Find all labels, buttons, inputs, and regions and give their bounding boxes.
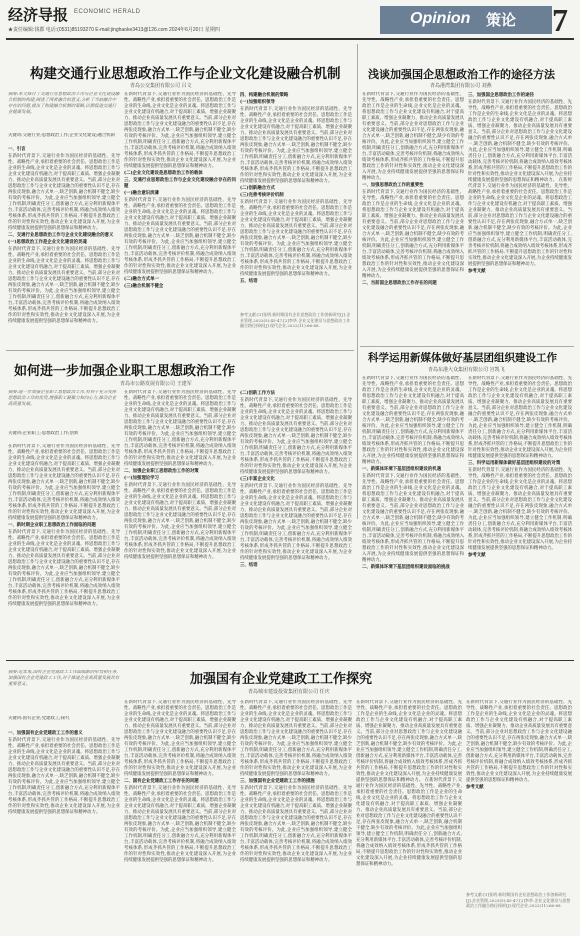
article-1-subhead: (一)加强组织领导: [240, 100, 275, 105]
article-5-byline: 青岛城市建设投资集团有限公司 任庆: [248, 689, 330, 695]
article-4-subhead: 二、新媒体环境下基层团组织建设面临的挑战: [362, 565, 450, 570]
article-2-body: 在新时代背景下,交通行业作为国民经济的基础性、先导性、战略性产业,承担着重要的社会责任。思想政治工作是企业的生命线,企业文化是企业的灵魂。将思想政治工作与企业文化建设有机融合,对于提高职工素质、增强企业凝聚力、推动企业高质量发展具有重要意义。当前,部分企业对思想政治工作与企业文化建设融合的重要性认识不足,存在两张皮现象,融合方式单一,缺乏创新,融合机制不健全,缺少有效的考核评价。为此,企业应当加强组织领导,建立健全工作机制,明确责任分工,创新融合方式,充分利用新媒体平台,丰富活动载体,完善考核评价机制,将融合成效纳入绩效考核体系,形成齐抓共管的工作格局,不断提升思想政治工作的针对性和实效性,推动企业文化建设深入开展,为企业持续健康发展提供坚强的思想保证和精神动力。: [8, 444, 120, 521]
article-4-body: 在新时代背景下,交通行业作为国民经济的基础性、先导性、战略性产业,承担着重要的社会责任。思想政治工作是企业的生命线,企业文化是企业的灵魂。将思想政治工作与企业文化建设有机融合,对于提高职工素质、增强企业凝聚力、推动企业高质量发展具有重要意义。当前,部分企业对思想政治工作与企业文化建设融合的重要性认识不足,存在两张皮现象,融合方式单一,缺乏创新,融合机制不健全,缺少有效的考核评价。为此,企业应当加强组织领导,建立健全工作机制,明确责任分工,创新融合方式,充分利用新媒体平台,丰富活动载体,完善考核评价机制,将融合成效纳入绩效考核体系,形成齐抓共管的工作格局,不断提升思想政治工作的针对性和实效性,推动企业文化建设深入开展,为企业持续健康发展提供坚强的思想保证和精神动力。: [468, 376, 572, 459]
article-1-subhead: (一)融合意识淡薄: [124, 191, 159, 196]
article-2-subhead: 二、加强企业职工思想政治工作的对策: [124, 469, 199, 474]
article-3-body: 在新时代背景下,交通行业作为国民经济的基础性、先导性、战略性产业,承担着重要的社会责任。思想政治工作是企业的生命线,企业文化是企业的灵魂。将思想政治工作与企业文化建设有机融合,对于提高职工素质、增强企业凝聚力、推动企业高质量发展具有重要意义。当前,部分企业对思想政治工作与企业文化建设融合的重要性认识不足,存在两张皮现象,融合方式单一,缺乏创新,融合机制不健全,缺少有效的考核评价。为此,企业应当加强组织领导,建立健全工作机制,明确责任分工,创新融合方式,充分利用新媒体平台,丰富活动载体,完善考核评价机制,将融合成效纳入绩效考核体系,形成齐抓共管的工作格局,不断提升思想政治工作的针对性和实效性,推动企业文化建设深入开展,为企业持续健康发展提供坚强的思想保证和精神动力。: [468, 100, 572, 183]
article-divider: [6, 350, 354, 351]
article-1-subhead: (三)完善考核评价机制: [240, 193, 284, 198]
article-5-subhead: 一、加强国有企业党建政工工作的意义: [8, 731, 83, 736]
article-3-subhead: 二、当前国企思想政治工作存在的问题: [362, 281, 437, 286]
article-1-references: 参考文献:[1]张明.新时期国有企业思想政治工作创新研究[J].企业管理,2023(5):45-47.[2]李华.企业文化建设与思想政治工作融合路径探析[J].现代企业,2022(11):66-68.: [240, 312, 351, 328]
article-4-title: 科学运用新媒体做好基层团组织建设工作: [368, 352, 557, 364]
article-divider: [360, 346, 574, 347]
article-2-body: 在新时代背景下,交通行业作为国民经济的基础性、先导性、战略性产业,承担着重要的社会责任。思想政治工作是企业的生命线,企业文化是企业的灵魂。将思想政治工作与企业文化建设有机融合,对于提高职工素质、增强企业凝聚力、推动企业高质量发展具有重要意义。当前,部分企业对思想政治工作与企业文化建设融合的重要性认识不足,存在两张皮现象,融合方式单一,缺乏创新,融合机制不健全,缺少有效的考核评价。为此,企业应当加强组织领导,建立健全工作机制,明确责任分工,创新融合方式,充分利用新媒体平台,丰富活动载体,完善考核评价机制,将融合成效纳入绩效考核体系,形成齐抓共管的工作格局,不断提升思想政治工作的针对性和实效性,推动企业文化建设深入开展,为企业持续健康发展提供坚强的思想保证和精神动力。: [8, 530, 120, 607]
article-1-subhead: 三、交通行业思想政治工作与企业文化建设融合存在的问题: [124, 178, 236, 189]
article-2-column-3: [240, 390, 352, 656]
article-5-column-4: [356, 700, 462, 930]
article-1-body: 在新时代背景下,交通行业作为国民经济的基础性、先导性、战略性产业,承担着重要的社会责任。思想政治工作是企业的生命线,企业文化是企业的灵魂。将思想政治工作与企业文化建设有机融合,对于提高职工素质、增强企业凝聚力、推动企业高质量发展具有重要意义。当前,部分企业对思想政治工作与企业文化建设融合的重要性认识不足,存在两张皮现象,融合方式单一,缺乏创新,融合机制不健全,缺少有效的考核评价。为此,企业应当加强组织领导,建立健全工作机制,明确责任分工,创新融合方式,充分利用新媒体平台,丰富活动载体,完善考核评价机制,将融合成效纳入绩效考核体系,形成齐抓共管的工作格局,不断提升思想政治工作的针对性和实效性,推动企业文化建设深入开展,为企业持续健康发展提供坚强的思想保证和精神动力。: [240, 200, 352, 277]
article-2-keywords: 关键词:企业职工;思想政治工作;创新: [8, 431, 79, 436]
article-1-subhead: (二)企业文化建设是思想政治工作的载体: [124, 171, 203, 176]
article-1-subhead: (二)融合方式单一: [124, 277, 159, 282]
article-5-body: 在新时代背景下,交通行业作为国民经济的基础性、先导性、战略性产业,承担着重要的社会责任。思想政治工作是企业的生命线,企业文化是企业的灵魂。将思想政治工作与企业文化建设有机融合,对于提高职工素质、增强企业凝聚力、推动企业高质量发展具有重要意义。当前,部分企业对思想政治工作与企业文化建设融合的重要性认识不足,存在两张皮现象,融合方式单一,缺乏创新,融合机制不健全,缺少有效的考核评价。为此,企业应当加强组织领导,建立健全工作机制,明确责任分工,创新融合方式,充分利用新媒体平台,丰富活动载体,完善考核评价机制,将融合成效纳入绩效考核体系,形成齐抓共管的工作格局,不断提升思想政治工作的针对性和实效性,推动企业文化建设深入开展,为企业持续健康发展提供坚强的思想保证和精神动力。: [8, 738, 120, 815]
article-4-subhead: 参考文献: [468, 553, 486, 558]
article-4-subhead: 三、科学运用新媒体做好基层团组织建设的对策: [468, 461, 561, 466]
article-4-body: 在新时代背景下,交通行业作为国民经济的基础性、先导性、战略性产业,承担着重要的社会责任。思想政治工作是企业的生命线,企业文化是企业的灵魂。将思想政治工作与企业文化建设有机融合,对于提高职工素质、增强企业凝聚力、推动企业高质量发展具有重要意义。当前,部分企业对思想政治工作与企业文化建设融合的重要性认识不足,存在两张皮现象,融合方式单一,缺乏创新,融合机制不健全,缺少有效的考核评价。为此,企业应当加强组织领导,建立健全工作机制,明确责任分工,创新融合方式,充分利用新媒体平台,丰富活动载体,完善考核评价机制,将融合成效纳入绩效考核体系,形成齐抓共管的工作格局,不断提升思想政治工作的针对性和实效性,推动企业文化建设深入开展,为企业持续健康发展提供坚强的思想保证和精神动力。: [362, 376, 464, 465]
article-1-body: 在新时代背景下,交通行业作为国民经济的基础性、先导性、战略性产业,承担着重要的社会责任。思想政治工作是企业的生命线,企业文化是企业的灵魂。将思想政治工作与企业文化建设有机融合,对于提高职工素质、增强企业凝聚力、推动企业高质量发展具有重要意义。当前,部分企业对思想政治工作与企业文化建设融合的重要性认识不足,存在两张皮现象,融合方式单一,缺乏创新,融合机制不健全,缺少有效的考核评价。为此,企业应当加强组织领导,建立健全工作机制,明确责任分工,创新融合方式,充分利用新媒体平台,丰富活动载体,完善考核评价机制,将融合成效纳入绩效考核体系,形成齐抓共管的工作格局,不断提升思想政治工作的针对性和实效性,推动企业文化建设深入开展,为企业持续健康发展提供坚强的思想保证和精神动力。: [8, 154, 120, 231]
article-5-title: 加强国有企业党建政工工作探究: [190, 672, 373, 687]
article-3-body: 在新时代背景下,交通行业作为国民经济的基础性、先导性、战略性产业,承担着重要的社会责任。思想政治工作是企业的生命线,企业文化是企业的灵魂。将思想政治工作与企业文化建设有机融合,对于提高职工素质、增强企业凝聚力、推动企业高质量发展具有重要意义。当前,部分企业对思想政治工作与企业文化建设融合的重要性认识不足,存在两张皮现象,融合方式单一,缺乏创新,融合机制不健全,缺少有效的考核评价。为此,企业应当加强组织领导,建立健全工作机制,明确责任分工,创新融合方式,充分利用新媒体平台,丰富活动载体,完善考核评价机制,将融合成效纳入绩效考核体系,形成齐抓共管的工作格局,不断提升思想政治工作的针对性和实效性,推动企业文化建设深入开展,为企业持续健康发展提供坚强的思想保证和精神动力。: [362, 92, 464, 181]
article-1-abstract: 摘要:本文探讨了交通行业思想政治工作与企业文化建设融合机制的构建,阐述了两者融合的意义,分析了当前融合中存在的问题,提出了构建融合机制的策略,以期促进交通行业健康发展。: [8, 92, 120, 115]
article-1-subhead: 四、构建融合机制的策略: [240, 93, 289, 98]
article-4-subhead: 一、新媒体环境下基层团组织建设的机遇: [362, 467, 442, 472]
article-4-body: 在新时代背景下,交通行业作为国民经济的基础性、先导性、战略性产业,承担着重要的社会责任。思想政治工作是企业的生命线,企业文化是企业的灵魂。将思想政治工作与企业文化建设有机融合,对于提高职工素质、增强企业凝聚力、推动企业高质量发展具有重要意义。当前,部分企业对思想政治工作与企业文化建设融合的重要性认识不足,存在两张皮现象,融合方式单一,缺乏创新,融合机制不健全,缺少有效的考核评价。为此,企业应当加强组织领导,建立健全工作机制,明确责任分工,创新融合方式,充分利用新媒体平台,丰富活动载体,完善考核评价机制,将融合成效纳入绩效考核体系,形成齐抓共管的工作格局,不断提升思想政治工作的针对性和实效性,推动企业文化建设深入开展,为企业持续健康发展提供坚强的思想保证和精神动力。: [362, 474, 464, 563]
page-header: [0, 0, 580, 40]
article-1-column-2: [124, 92, 236, 346]
article-5-body: 在新时代背景下,交通行业作为国民经济的基础性、先导性、战略性产业,承担着重要的社会责任。思想政治工作是企业的生命线,企业文化是企业的灵魂。将思想政治工作与企业文化建设有机融合,对于提高职工素质、增强企业凝聚力、推动企业高质量发展具有重要意义。当前,部分企业对思想政治工作与企业文化建设融合的重要性认识不足,存在两张皮现象,融合方式单一,缺乏创新,融合机制不健全,缺少有效的考核评价。为此,企业应当加强组织领导,建立健全工作机制,明确责任分工,创新融合方式,充分利用新媒体平台,丰富活动载体,完善考核评价机制,将融合成效纳入绩效考核体系,形成齐抓共管的工作格局,不断提升思想政治工作的针对性和实效性,推动企业文化建设深入开展,为企业持续健康发展提供坚强的思想保证和精神动力。: [466, 700, 572, 783]
article-5-subhead: 三、加强国有企业党建政工工作的措施: [240, 779, 315, 784]
article-5-body: 在新时代背景下,交通行业作为国民经济的基础性、先导性、战略性产业,承担着重要的社会责任。思想政治工作是企业的生命线,企业文化是企业的灵魂。将思想政治工作与企业文化建设有机融合,对于提高职工素质、增强企业凝聚力、推动企业高质量发展具有重要意义。当前,部分企业对思想政治工作与企业文化建设融合的重要性认识不足,存在两张皮现象,融合方式单一,缺乏创新,融合机制不健全,缺少有效的考核评价。为此,企业应当加强组织领导,建立健全工作机制,明确责任分工,创新融合方式,充分利用新媒体平台,丰富活动载体,完善考核评价机制,将融合成效纳入绩效考核体系,形成齐抓共管的工作格局,不断提升思想政治工作的针对性和实效性,推动企业文化建设深入开展,为企业持续健康发展提供坚强的思想保证和精神动力。: [356, 700, 462, 783]
article-5-column-5: [466, 700, 572, 890]
article-4-column-1: [362, 376, 464, 656]
article-4-column-2: [468, 376, 572, 656]
article-1-body: 在新时代背景下,交通行业作为国民经济的基础性、先导性、战略性产业,承担着重要的社会责任。思想政治工作是企业的生命线,企业文化是企业的灵魂。将思想政治工作与企业文化建设有机融合,对于提高职工素质、增强企业凝聚力、推动企业高质量发展具有重要意义。当前,部分企业对思想政治工作与企业文化建设融合的重要性认识不足,存在两张皮现象,融合方式单一,缺乏创新,融合机制不健全,缺少有效的考核评价。为此,企业应当加强组织领导,建立健全工作机制,明确责任分工,创新融合方式,充分利用新媒体平台,丰富活动载体,完善考核评价机制,将融合成效纳入绩效考核体系,形成齐抓共管的工作格局,不断提升思想政治工作的针对性和实效性,推动企业文化建设深入开展,为企业持续健康发展提供坚强的思想保证和精神动力。: [8, 247, 120, 324]
article-2-title: 如何进一步加强企业职工思想政治工作: [14, 364, 236, 379]
article-1-title: 构建交通行业思想政治工作与企业文化建设融合机制: [30, 66, 340, 82]
article-1-subhead: 一、引言: [8, 147, 26, 152]
article-5-body: 在新时代背景下,交通行业作为国民经济的基础性、先导性、战略性产业,承担着重要的社会责任。思想政治工作是企业的生命线,企业文化是企业的灵魂。将思想政治工作与企业文化建设有机融合,对于提高职工素质、增强企业凝聚力、推动企业高质量发展具有重要意义。当前,部分企业对思想政治工作与企业文化建设融合的重要性认识不足,存在两张皮现象,融合方式单一,缺乏创新,融合机制不健全,缺少有效的考核评价。为此,企业应当加强组织领导,建立健全工作机制,明确责任分工,创新融合方式,充分利用新媒体平台,丰富活动载体,完善考核评价机制,将融合成效纳入绩效考核体系,形成齐抓共管的工作格局,不断提升思想政治工作的针对性和实效性,推动企业文化建设深入开展,为企业持续健康发展提供坚强的思想保证和精神动力。: [240, 700, 352, 777]
section-name-chinese: 策论: [486, 11, 517, 29]
article-5-body: 在新时代背景下,交通行业作为国民经济的基础性、先导性、战略性产业,承担着重要的社会责任。思想政治工作是企业的生命线,企业文化是企业的灵魂。将思想政治工作与企业文化建设有机融合,对于提高职工素质、增强企业凝聚力、推动企业高质量发展具有重要意义。当前,部分企业对思想政治工作与企业文化建设融合的重要性认识不足,存在两张皮现象,融合方式单一,缺乏创新,融合机制不健全,缺少有效的考核评价。为此,企业应当加强组织领导,建立健全工作机制,明确责任分工,创新融合方式,充分利用新媒体平台,丰富活动载体,完善考核评价机制,将融合成效纳入绩效考核体系,形成齐抓共管的工作格局,不断提升思想政治工作的针对性和实效性,推动企业文化建设深入开展,为企业持续健康发展提供坚强的思想保证和精神动力。: [124, 786, 236, 863]
article-2-abstract: 摘要:进一步加强企业职工思想政治工作,有利于充分发挥思想政治工作的优势,增强职工凝聚力和向心力,推动企业高质量发展。: [8, 390, 117, 407]
article-3-subhead: 参考文献: [468, 269, 486, 274]
article-2-body: 在新时代背景下,交通行业作为国民经济的基础性、先导性、战略性产业,承担着重要的社会责任。思想政治工作是企业的生命线,企业文化是企业的灵魂。将思想政治工作与企业文化建设有机融合,对于提高职工素质、增强企业凝聚力、推动企业高质量发展具有重要意义。当前,部分企业对思想政治工作与企业文化建设融合的重要性认识不足,存在两张皮现象,融合方式单一,缺乏创新,融合机制不健全,缺少有效的考核评价。为此,企业应当加强组织领导,建立健全工作机制,明确责任分工,创新融合方式,充分利用新媒体平台,丰富活动载体,完善考核评价机制,将融合成效纳入绩效考核体系,形成齐抓共管的工作格局,不断提升思想政治工作的针对性和实效性,推动企业文化建设深入开展,为企业持续健康发展提供坚强的思想保证和精神动力。: [124, 483, 236, 560]
article-1-column-1: [8, 146, 120, 346]
article-3-byline: 青岛港湾集团有限公司 刘燕: [430, 83, 492, 89]
article-1-body: 在新时代背景下,交通行业作为国民经济的基础性、先导性、战略性产业,承担着重要的社会责任。思想政治工作是企业的生命线,企业文化是企业的灵魂。将思想政治工作与企业文化建设有机融合,对于提高职工素质、增强企业凝聚力、推动企业高质量发展具有重要意义。当前,部分企业对思想政治工作与企业文化建设融合的重要性认识不足,存在两张皮现象,融合方式单一,缺乏创新,融合机制不健全,缺少有效的考核评价。为此,企业应当加强组织领导,建立健全工作机制,明确责任分工,创新融合方式,充分利用新媒体平台,丰富活动载体,完善考核评价机制,将融合成效纳入绩效考核体系,形成齐抓共管的工作格局,不断提升思想政治工作的针对性和实效性,推动企业文化建设深入开展,为企业持续健康发展提供坚强的思想保证和精神动力。: [240, 107, 352, 184]
article-1-keywords: 关键词:交通行业;思想政治工作;企业文化建设;融合机制: [8, 133, 115, 138]
article-4-body: 在新时代背景下,交通行业作为国民经济的基础性、先导性、战略性产业,承担着重要的社会责任。思想政治工作是企业的生命线,企业文化是企业的灵魂。将思想政治工作与企业文化建设有机融合,对于提高职工素质、增强企业凝聚力、推动企业高质量发展具有重要意义。当前,部分企业对思想政治工作与企业文化建设融合的重要性认识不足,存在两张皮现象,融合方式单一,缺乏创新,融合机制不健全,缺少有效的考核评价。为此,企业应当加强组织领导,建立健全工作机制,明确责任分工,创新融合方式,充分利用新媒体平台,丰富活动载体,完善考核评价机制,将融合成效纳入绩效考核体系,形成齐抓共管的工作格局,不断提升思想政治工作的针对性和实效性,推动企业文化建设深入开展,为企业持续健康发展提供坚强的思想保证和精神动力。: [468, 468, 572, 551]
article-2-column-2: [124, 390, 236, 656]
page-number: 7: [552, 2, 568, 38]
article-2-subhead: (三)丰富企业文化: [240, 477, 275, 482]
section-name-english: Opinion: [410, 10, 471, 27]
article-1-body: 在新时代背景下,交通行业作为国民经济的基础性、先导性、战略性产业,承担着重要的社会责任。思想政治工作是企业的生命线,企业文化是企业的灵魂。将思想政治工作与企业文化建设有机融合,对于提高职工素质、增强企业凝聚力、推动企业高质量发展具有重要意义。当前,部分企业对思想政治工作与企业文化建设融合的重要性认识不足,存在两张皮现象,融合方式单一,缺乏创新,融合机制不健全,缺少有效的考核评价。为此,企业应当加强组织领导,建立健全工作机制,明确责任分工,创新融合方式,充分利用新媒体平台,丰富活动载体,完善考核评价机制,将融合成效纳入绩效考核体系,形成齐抓共管的工作格局,不断提升思想政治工作的针对性和实效性,推动企业文化建设深入开展,为企业持续健康发展提供坚强的思想保证和精神动力。: [124, 92, 236, 169]
article-5-body: 在新时代背景下,交通行业作为国民经济的基础性、先导性、战略性产业,承担着重要的社会责任。思想政治工作是企业的生命线,企业文化是企业的灵魂。将思想政治工作与企业文化建设有机融合,对于提高职工素质、增强企业凝聚力、推动企业高质量发展具有重要意义。当前,部分企业对思想政治工作与企业文化建设融合的重要性认识不足,存在两张皮现象,融合方式单一,缺乏创新,融合机制不健全,缺少有效的考核评价。为此,企业应当加强组织领导,建立健全工作机制,明确责任分工,创新融合方式,充分利用新媒体平台,丰富活动载体,完善考核评价机制,将融合成效纳入绩效考核体系,形成齐抓共管的工作格局,不断提升思想政治工作的针对性和实效性,推动企业文化建设深入开展,为企业持续健康发展提供坚强的思想保证和精神动力。: [124, 700, 236, 777]
article-2-body: 在新时代背景下,交通行业作为国民经济的基础性、先导性、战略性产业,承担着重要的社会责任。思想政治工作是企业的生命线,企业文化是企业的灵魂。将思想政治工作与企业文化建设有机融合,对于提高职工素质、增强企业凝聚力、推动企业高质量发展具有重要意义。当前,部分企业对思想政治工作与企业文化建设融合的重要性认识不足,存在两张皮现象,融合方式单一,缺乏创新,融合机制不健全,缺少有效的考核评价。为此,企业应当加强组织领导,建立健全工作机制,明确责任分工,创新融合方式,充分利用新媒体平台,丰富活动载体,完善考核评价机制,将融合成效纳入绩效考核体系,形成齐抓共管的工作格局,不断提升思想政治工作的针对性和实效性,推动企业文化建设深入开展,为企业持续健康发展提供坚强的思想保证和精神动力。: [240, 398, 352, 475]
article-2-byline: 青岛市公路发展有限公司 王建军: [120, 381, 192, 387]
article-2-subhead: (二)创新工作方法: [240, 391, 275, 396]
article-3-column-2: [468, 92, 572, 342]
article-2-subhead: 三、结语: [240, 563, 258, 568]
article-1-body: 在新时代背景下,交通行业作为国民经济的基础性、先导性、战略性产业,承担着重要的社会责任。思想政治工作是企业的生命线,企业文化是企业的灵魂。将思想政治工作与企业文化建设有机融合,对于提高职工素质、增强企业凝聚力、推动企业高质量发展具有重要意义。当前,部分企业对思想政治工作与企业文化建设融合的重要性认识不足,存在两张皮现象,融合方式单一,缺乏创新,融合机制不健全,缺少有效的考核评价。为此,企业应当加强组织领导,建立健全工作机制,明确责任分工,创新融合方式,充分利用新媒体平台,丰富活动载体,完善考核评价机制,将融合成效纳入绩效考核体系,形成齐抓共管的工作格局,不断提升思想政治工作的针对性和实效性,推动企业文化建设深入开展,为企业持续健康发展提供坚强的思想保证和精神动力。: [124, 198, 236, 275]
article-3-column-1: [362, 92, 464, 342]
article-2-body: 在新时代背景下,交通行业作为国民经济的基础性、先导性、战略性产业,承担着重要的社会责任。思想政治工作是企业的生命线,企业文化是企业的灵魂。将思想政治工作与企业文化建设有机融合,对于提高职工素质、增强企业凝聚力、推动企业高质量发展具有重要意义。当前,部分企业对思想政治工作与企业文化建设融合的重要性认识不足,存在两张皮现象,融合方式单一,缺乏创新,融合机制不健全,缺少有效的考核评价。为此,企业应当加强组织领导,建立健全工作机制,明确责任分工,创新融合方式,充分利用新媒体平台,丰富活动载体,完善考核评价机制,将融合成效纳入绩效考核体系,形成齐抓共管的工作格局,不断提升思想政治工作的针对性和实效性,推动企业文化建设深入开展,为企业持续健康发展提供坚强的思想保证和精神动力。: [240, 484, 352, 561]
article-1-subhead: (三)融合机制不健全: [124, 284, 164, 289]
article-5-column-2: [124, 700, 236, 930]
article-5-keywords: 关键词:国有企业;党建政工;探究: [8, 716, 70, 721]
article-2-column-1: [8, 444, 120, 656]
column-divider: [357, 44, 358, 519]
article-2-subhead: (一)加强理论学习: [124, 476, 159, 481]
article-3-title: 浅谈加强国企思想政治工作的途径方法: [368, 68, 555, 81]
article-3-body: 在新时代背景下,交通行业作为国民经济的基础性、先导性、战略性产业,承担着重要的社会责任。思想政治工作是企业的生命线,企业文化是企业的灵魂。将思想政治工作与企业文化建设有机融合,对于提高职工素质、增强企业凝聚力、推动企业高质量发展具有重要意义。当前,部分企业对思想政治工作与企业文化建设融合的重要性认识不足,存在两张皮现象,融合方式单一,缺乏创新,融合机制不健全,缺少有效的考核评价。为此,企业应当加强组织领导,建立健全工作机制,明确责任分工,创新融合方式,充分利用新媒体平台,丰富活动载体,完善考核评价机制,将融合成效纳入绩效考核体系,形成齐抓共管的工作格局,不断提升思想政治工作的针对性和实效性,推动企业文化建设深入开展,为企业持续健康发展提供坚强的思想保证和精神动力。: [468, 178, 572, 267]
editor-info-line: ★责任编辑:钱郡 电话:(0531)85193270 E-mail:jinghaoke3413@126.com 2024年6月20日 星期四: [8, 27, 220, 33]
article-3-subhead: 一、加强思想政治工作的重要性: [362, 183, 424, 188]
article-1-column-3: [240, 92, 352, 346]
article-5-subhead: 参考文献: [466, 785, 484, 790]
article-1-subhead: 二、交通行业思想政治工作与企业文化建设融合的意义: [8, 233, 114, 238]
article-3-body: 在新时代背景下,交通行业作为国民经济的基础性、先导性、战略性产业,承担着重要的社会责任。思想政治工作是企业的生命线,企业文化是企业的灵魂。将思想政治工作与企业文化建设有机融合,对于提高职工素质、增强企业凝聚力、推动企业高质量发展具有重要意义。当前,部分企业对思想政治工作与企业文化建设融合的重要性认识不足,存在两张皮现象,融合方式单一,缺乏创新,融合机制不健全,缺少有效的考核评价。为此,企业应当加强组织领导,建立健全工作机制,明确责任分工,创新融合方式,充分利用新媒体平台,丰富活动载体,完善考核评价机制,将融合成效纳入绩效考核体系,形成齐抓共管的工作格局,不断提升思想政治工作的针对性和实效性,推动企业文化建设深入开展,为企业持续健康发展提供坚强的思想保证和精神动力。: [362, 190, 464, 279]
article-5-subhead: 二、国有企业党建政工工作存在的问题: [124, 779, 199, 784]
article-5-body: 在新时代背景下,交通行业作为国民经济的基础性、先导性、战略性产业,承担着重要的社会责任。思想政治工作是企业的生命线,企业文化是企业的灵魂。将思想政治工作与企业文化建设有机融合,对于提高职工素质、增强企业凝聚力、推动企业高质量发展具有重要意义。当前,部分企业对思想政治工作与企业文化建设融合的重要性认识不足,存在两张皮现象,融合方式单一,缺乏创新,融合机制不健全,缺少有效的考核评价。为此,企业应当加强组织领导,建立健全工作机制,明确责任分工,创新融合方式,充分利用新媒体平台,丰富活动载体,完善考核评价机制,将融合成效纳入绩效考核体系,形成齐抓共管的工作格局,不断提升思想政治工作的针对性和实效性,推动企业文化建设深入开展,为企业持续健康发展提供坚强的思想保证和精神动力。: [240, 786, 352, 863]
article-1-subhead: (一)思想政治工作是企业文化建设的灵魂: [8, 240, 87, 245]
article-1-byline: 青岛公交集团有限公司 吕文: [130, 83, 192, 89]
bottom-section-divider: [6, 660, 574, 661]
article-5-body: 在新时代背景下,交通行业作为国民经济的基础性、先导性、战略性产业,承担着重要的社会责任。思想政治工作是企业的生命线,企业文化是企业的灵魂。将思想政治工作与企业文化建设有机融合,对于提高职工素质、增强企业凝聚力、推动企业高质量发展具有重要意义。当前,部分企业对思想政治工作与企业文化建设融合的重要性认识不足,存在两张皮现象,融合方式单一,缺乏创新,融合机制不健全,缺少有效的考核评价。为此,企业应当加强组织领导,建立健全工作机制,明确责任分工,创新融合方式,充分利用新媒体平台,丰富活动载体,完善考核评价机制,将融合成效纳入绩效考核体系,形成齐抓共管的工作格局,不断提升思想政治工作的针对性和实效性,推动企业文化建设深入开展,为企业持续健康发展提供坚强的思想保证和精神动力。: [356, 778, 462, 867]
article-2-body: 在新时代背景下,交通行业作为国民经济的基础性、先导性、战略性产业,承担着重要的社会责任。思想政治工作是企业的生命线,企业文化是企业的灵魂。将思想政治工作与企业文化建设有机融合,对于提高职工素质、增强企业凝聚力、推动企业高质量发展具有重要意义。当前,部分企业对思想政治工作与企业文化建设融合的重要性认识不足,存在两张皮现象,融合方式单一,缺乏创新,融合机制不健全,缺少有效的考核评价。为此,企业应当加强组织领导,建立健全工作机制,明确责任分工,创新融合方式,充分利用新媒体平台,丰富活动载体,完善考核评价机制,将融合成效纳入绩效考核体系,形成齐抓共管的工作格局,不断提升思想政治工作的针对性和实效性,推动企业文化建设深入开展,为企业持续健康发展提供坚强的思想保证和精神动力。: [124, 390, 236, 467]
article-5-column-3: [240, 700, 352, 930]
article-5-references: 参考文献:[1]张明.新时期国有企业思想政治工作创新研究[J].企业管理,2023(5):45-47.[2]李华.企业文化建设与思想政治工作融合路径探析[J].现代企业,2022(11):66-68.: [466, 892, 571, 908]
article-5-abstract: 摘要:近年来,国有企业党建政工工作面临新的形势和任务,加强国有企业党建政工工作,对于推进企业高质量发展具有重要意义。: [8, 670, 120, 687]
article-2-subhead: 一、新时期企业职工思想政治工作面临的问题: [8, 523, 96, 528]
article-1-subhead: (二)创新融合方式: [240, 186, 275, 191]
article-1-subhead: 五、结语: [240, 279, 258, 284]
masthead: 经济导报: [8, 6, 69, 24]
article-4-byline: 青岛东港大众集团有限公司 宫凯飞: [428, 367, 505, 373]
masthead-english: ECONOMIC HERALD: [74, 9, 141, 15]
article-5-column-1: [8, 730, 120, 930]
article-3-subhead: 三、加强国企思想政治工作的途径: [468, 93, 534, 98]
header-divider: [6, 38, 574, 40]
